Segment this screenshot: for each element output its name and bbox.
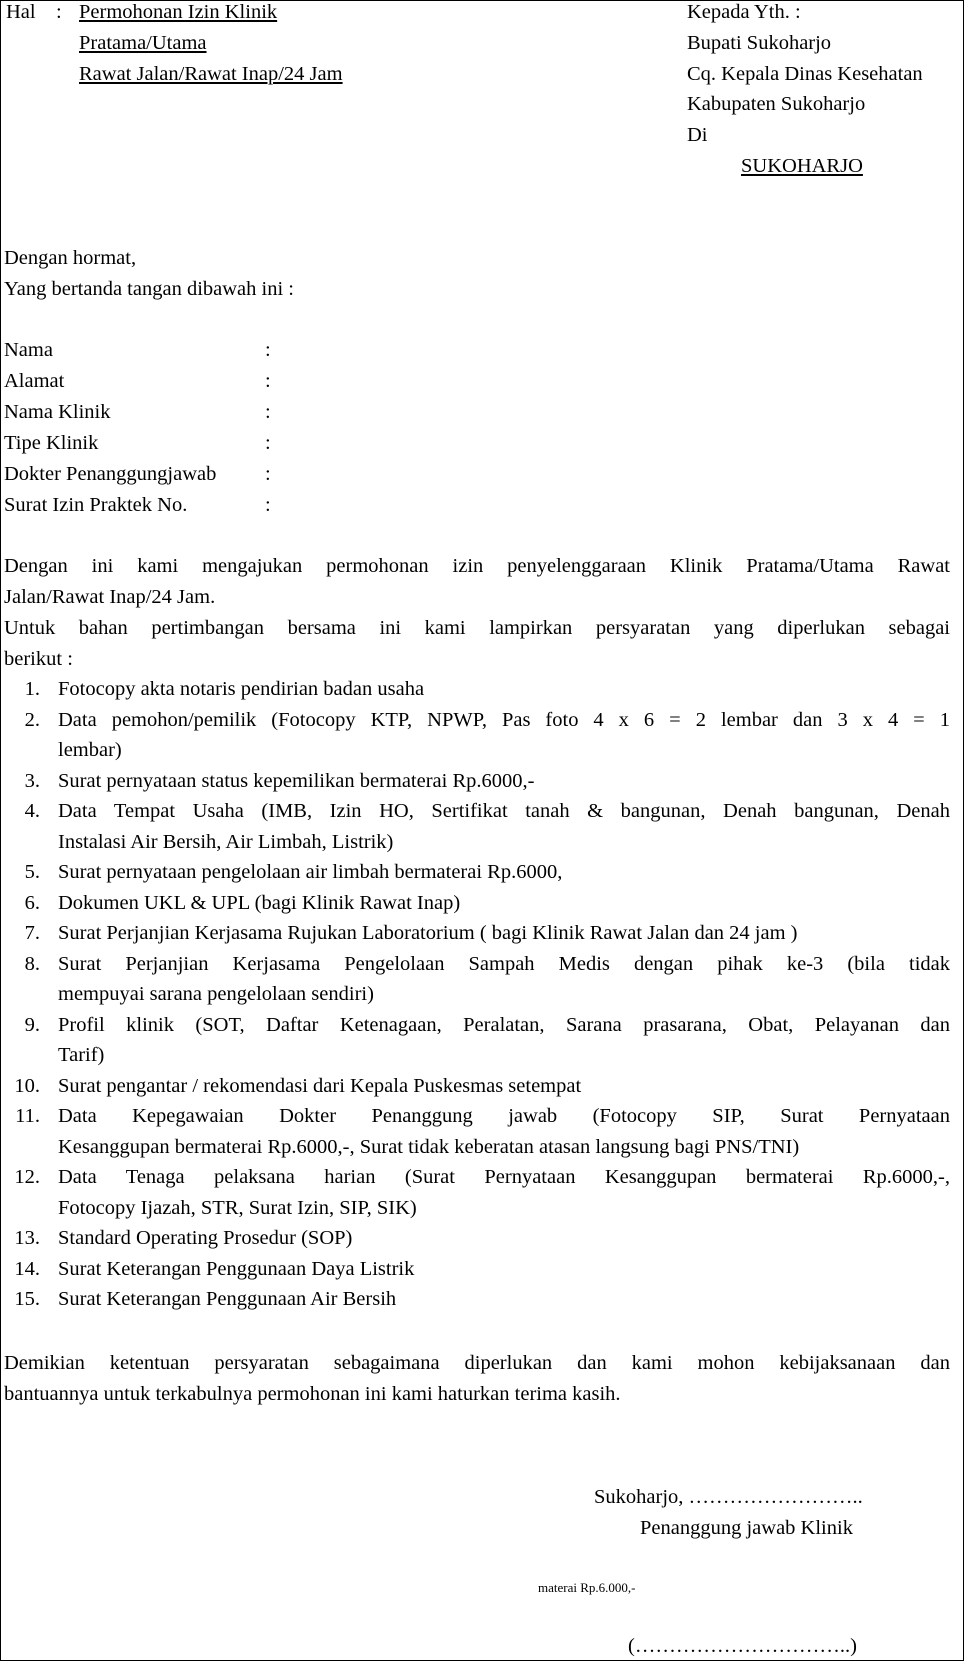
paragraph-line: Jalan/Rawat Inap/24 Jam.	[4, 585, 216, 608]
requirement-number: 14.	[14, 1257, 40, 1280]
requirement-number: 2.	[24, 708, 40, 731]
requirement-line: Data Kepegawaian Dokter Penanggung jawab (Fotocopy SIP, Surat Pernyataan	[58, 1105, 950, 1127]
requirement-text	[58, 857, 950, 888]
requirement-line: Surat pengantar / rekomendasi dari Kepala Puskesmas setempat	[58, 1074, 582, 1097]
hal-label: Hal	[6, 1, 36, 23]
requirement-item	[0, 705, 950, 766]
requirement-line: Dokumen UKL & UPL (bagi Klinik Rawat Inap)	[58, 891, 461, 914]
requirement-line: lembar)	[58, 739, 122, 761]
requirement-line: Tarif)	[58, 1044, 105, 1066]
field-label-tipe-klinik: Tipe Klinik	[4, 432, 99, 454]
requirement-line: Data Tempat Usaha (IMB, Izin HO, Sertifikat tanah & bangunan, Denah bangunan, Denah	[58, 800, 950, 822]
field-sep: :	[265, 432, 271, 454]
requirement-item	[0, 1223, 950, 1254]
requirement-number: 5.	[24, 861, 40, 883]
recipient-line-4: Kabupaten Sukoharjo	[687, 93, 866, 115]
signature-title: Penanggung jawab Klinik	[640, 1517, 853, 1539]
requirement-number: 4.	[24, 800, 40, 822]
recipient-line-3: Cq. Kepala Dinas Kesehatan	[687, 63, 923, 85]
paragraph-attachments	[4, 613, 950, 674]
requirement-text	[58, 1254, 950, 1285]
requirement-item	[0, 674, 950, 705]
requirement-text	[58, 674, 950, 705]
requirement-text	[58, 1071, 950, 1102]
requirement-text	[58, 1284, 950, 1315]
requirement-line: Standard Operating Prosedur (SOP)	[58, 1227, 353, 1249]
field-label-alamat: Alamat	[4, 370, 65, 392]
stamp-note: materai Rp.6.000,-	[538, 1580, 636, 1595]
field-label-nama-klinik: Nama Klinik	[4, 401, 111, 423]
requirement-line: Data Tenaga pelaksana harian (Surat Pernyataan Kesanggupan bermaterai Rp.6000,-,	[58, 1166, 950, 1188]
requirement-item	[0, 888, 950, 919]
paragraph-line: bantuannya untuk terkabulnya permohonan ini kami haturkan terima kasih.	[4, 1382, 621, 1405]
requirement-line: Surat pernyataan pengelolaan air limbah bermaterai Rp.6000,	[58, 861, 563, 883]
requirement-item	[0, 1162, 950, 1223]
paragraph-line: berikut :	[4, 647, 73, 670]
recipient-city: SUKOHARJO	[741, 155, 863, 177]
field-label-nama: Nama	[4, 339, 53, 361]
requirement-text	[58, 705, 950, 766]
greeting-line-1: Dengan hormat,	[4, 247, 137, 269]
recipient-line-5: Di	[687, 124, 708, 146]
requirement-line: Surat Perjanjian Kerjasama Pengelolaan Sampah Medis dengan pihak ke-3 (bila tidak	[58, 952, 950, 975]
requirement-line: Data pemohon/pemilik (Fotocopy KTP, NPWP, Pas foto 4 x 6 = 2 lembar dan 3 x 4 = 1	[58, 708, 950, 731]
requirement-number: 8.	[24, 952, 40, 975]
requirement-item	[0, 918, 950, 949]
requirement-text	[58, 949, 950, 1010]
requirement-line: Surat Keterangan Penggunaan Daya Listrik	[58, 1257, 415, 1280]
requirement-line: Surat pernyataan status kepemilikan bermaterai Rp.6000,-	[58, 769, 535, 792]
field-sep: :	[265, 339, 271, 361]
requirement-item	[0, 1284, 950, 1315]
signature-name-line: (…………………………..)	[628, 1635, 857, 1657]
recipient-line-1: Kepada Yth. :	[687, 1, 801, 23]
field-label-sip: Surat Izin Praktek No.	[4, 494, 188, 516]
paragraph-closing	[4, 1348, 950, 1409]
requirement-text	[58, 766, 950, 797]
requirement-text	[58, 1162, 950, 1223]
requirement-item	[0, 1071, 950, 1102]
requirement-text	[58, 918, 950, 949]
field-sep: :	[265, 370, 271, 392]
paragraph-line: Untuk bahan pertimbangan bersama ini kami lampirkan persyaratan yang diperlukan sebagai	[4, 617, 950, 639]
requirement-number: 7.	[24, 922, 40, 944]
subject-line-3: Rawat Jalan/Rawat Inap/24 Jam	[79, 63, 343, 85]
hal-colon: :	[56, 1, 62, 23]
requirement-number: 9.	[24, 1013, 40, 1036]
requirement-number: 10.	[14, 1074, 40, 1097]
requirement-item	[0, 1101, 950, 1162]
requirement-item	[0, 766, 950, 797]
paragraph-request	[4, 551, 950, 612]
requirement-text	[58, 1010, 950, 1071]
requirement-number: 11.	[15, 1105, 40, 1127]
requirement-number: 1.	[24, 678, 40, 700]
requirement-text	[58, 1101, 950, 1162]
requirement-line: mempuyai sarana pengelolaan sendiri)	[58, 983, 374, 1005]
field-sep: :	[265, 494, 271, 516]
requirement-item	[0, 1254, 950, 1285]
field-sep: :	[265, 463, 271, 485]
requirement-line: Profil klinik (SOT, Daftar Ketenagaan, Peralatan, Sarana prasarana, Obat, Pelayanan dan	[58, 1013, 950, 1036]
requirement-line: Fotocopy Ijazah, STR, Surat Izin, SIP, SIK)	[58, 1196, 417, 1219]
paragraph-line: Demikian ketentuan persyaratan sebagaimana diperlukan dan kami mohon kebijaksanaan dan	[4, 1352, 950, 1374]
subject-line-2: Pratama/Utama	[79, 32, 207, 54]
paragraph-line: Dengan ini kami mengajukan permohonan izin penyelenggaraan Klinik Pratama/Utama Rawat	[4, 555, 950, 577]
requirement-number: 12.	[14, 1166, 40, 1188]
requirement-text	[58, 796, 950, 857]
requirement-line: Kesanggupan bermaterai Rp.6000,-, Surat tidak keberatan atasan langsung bagi PNS/TNI)	[58, 1135, 800, 1158]
field-sep: :	[265, 401, 271, 423]
requirement-item	[0, 949, 950, 1010]
requirement-number: 6.	[24, 891, 40, 914]
requirement-number: 3.	[24, 769, 40, 792]
field-label-dokter: Dokter Penanggungjawab	[4, 463, 217, 485]
requirement-text	[58, 888, 950, 919]
requirement-item	[0, 857, 950, 888]
requirements-list	[0, 674, 950, 1315]
greeting-line-2: Yang bertanda tangan dibawah ini :	[4, 278, 294, 300]
requirement-item	[0, 796, 950, 857]
requirement-line: Instalasi Air Bersih, Air Limbah, Listrik)	[58, 830, 394, 853]
requirement-text	[58, 1223, 950, 1254]
requirement-number: 15.	[14, 1288, 40, 1310]
recipient-line-2: Bupati Sukoharjo	[687, 32, 832, 54]
signature-place-date: Sukoharjo, ……………………..	[594, 1486, 863, 1508]
requirement-line: Surat Keterangan Penggunaan Air Bersih	[58, 1288, 397, 1310]
subject-line-1: Permohonan Izin Klinik	[79, 1, 278, 23]
requirement-number: 13.	[14, 1227, 40, 1249]
requirement-line: Surat Perjanjian Kerjasama Rujukan Laboratorium ( bagi Klinik Rawat Jalan dan 24 jam )	[58, 922, 798, 944]
requirement-line: Fotocopy akta notaris pendirian badan usaha	[58, 678, 425, 700]
requirement-item	[0, 1010, 950, 1071]
